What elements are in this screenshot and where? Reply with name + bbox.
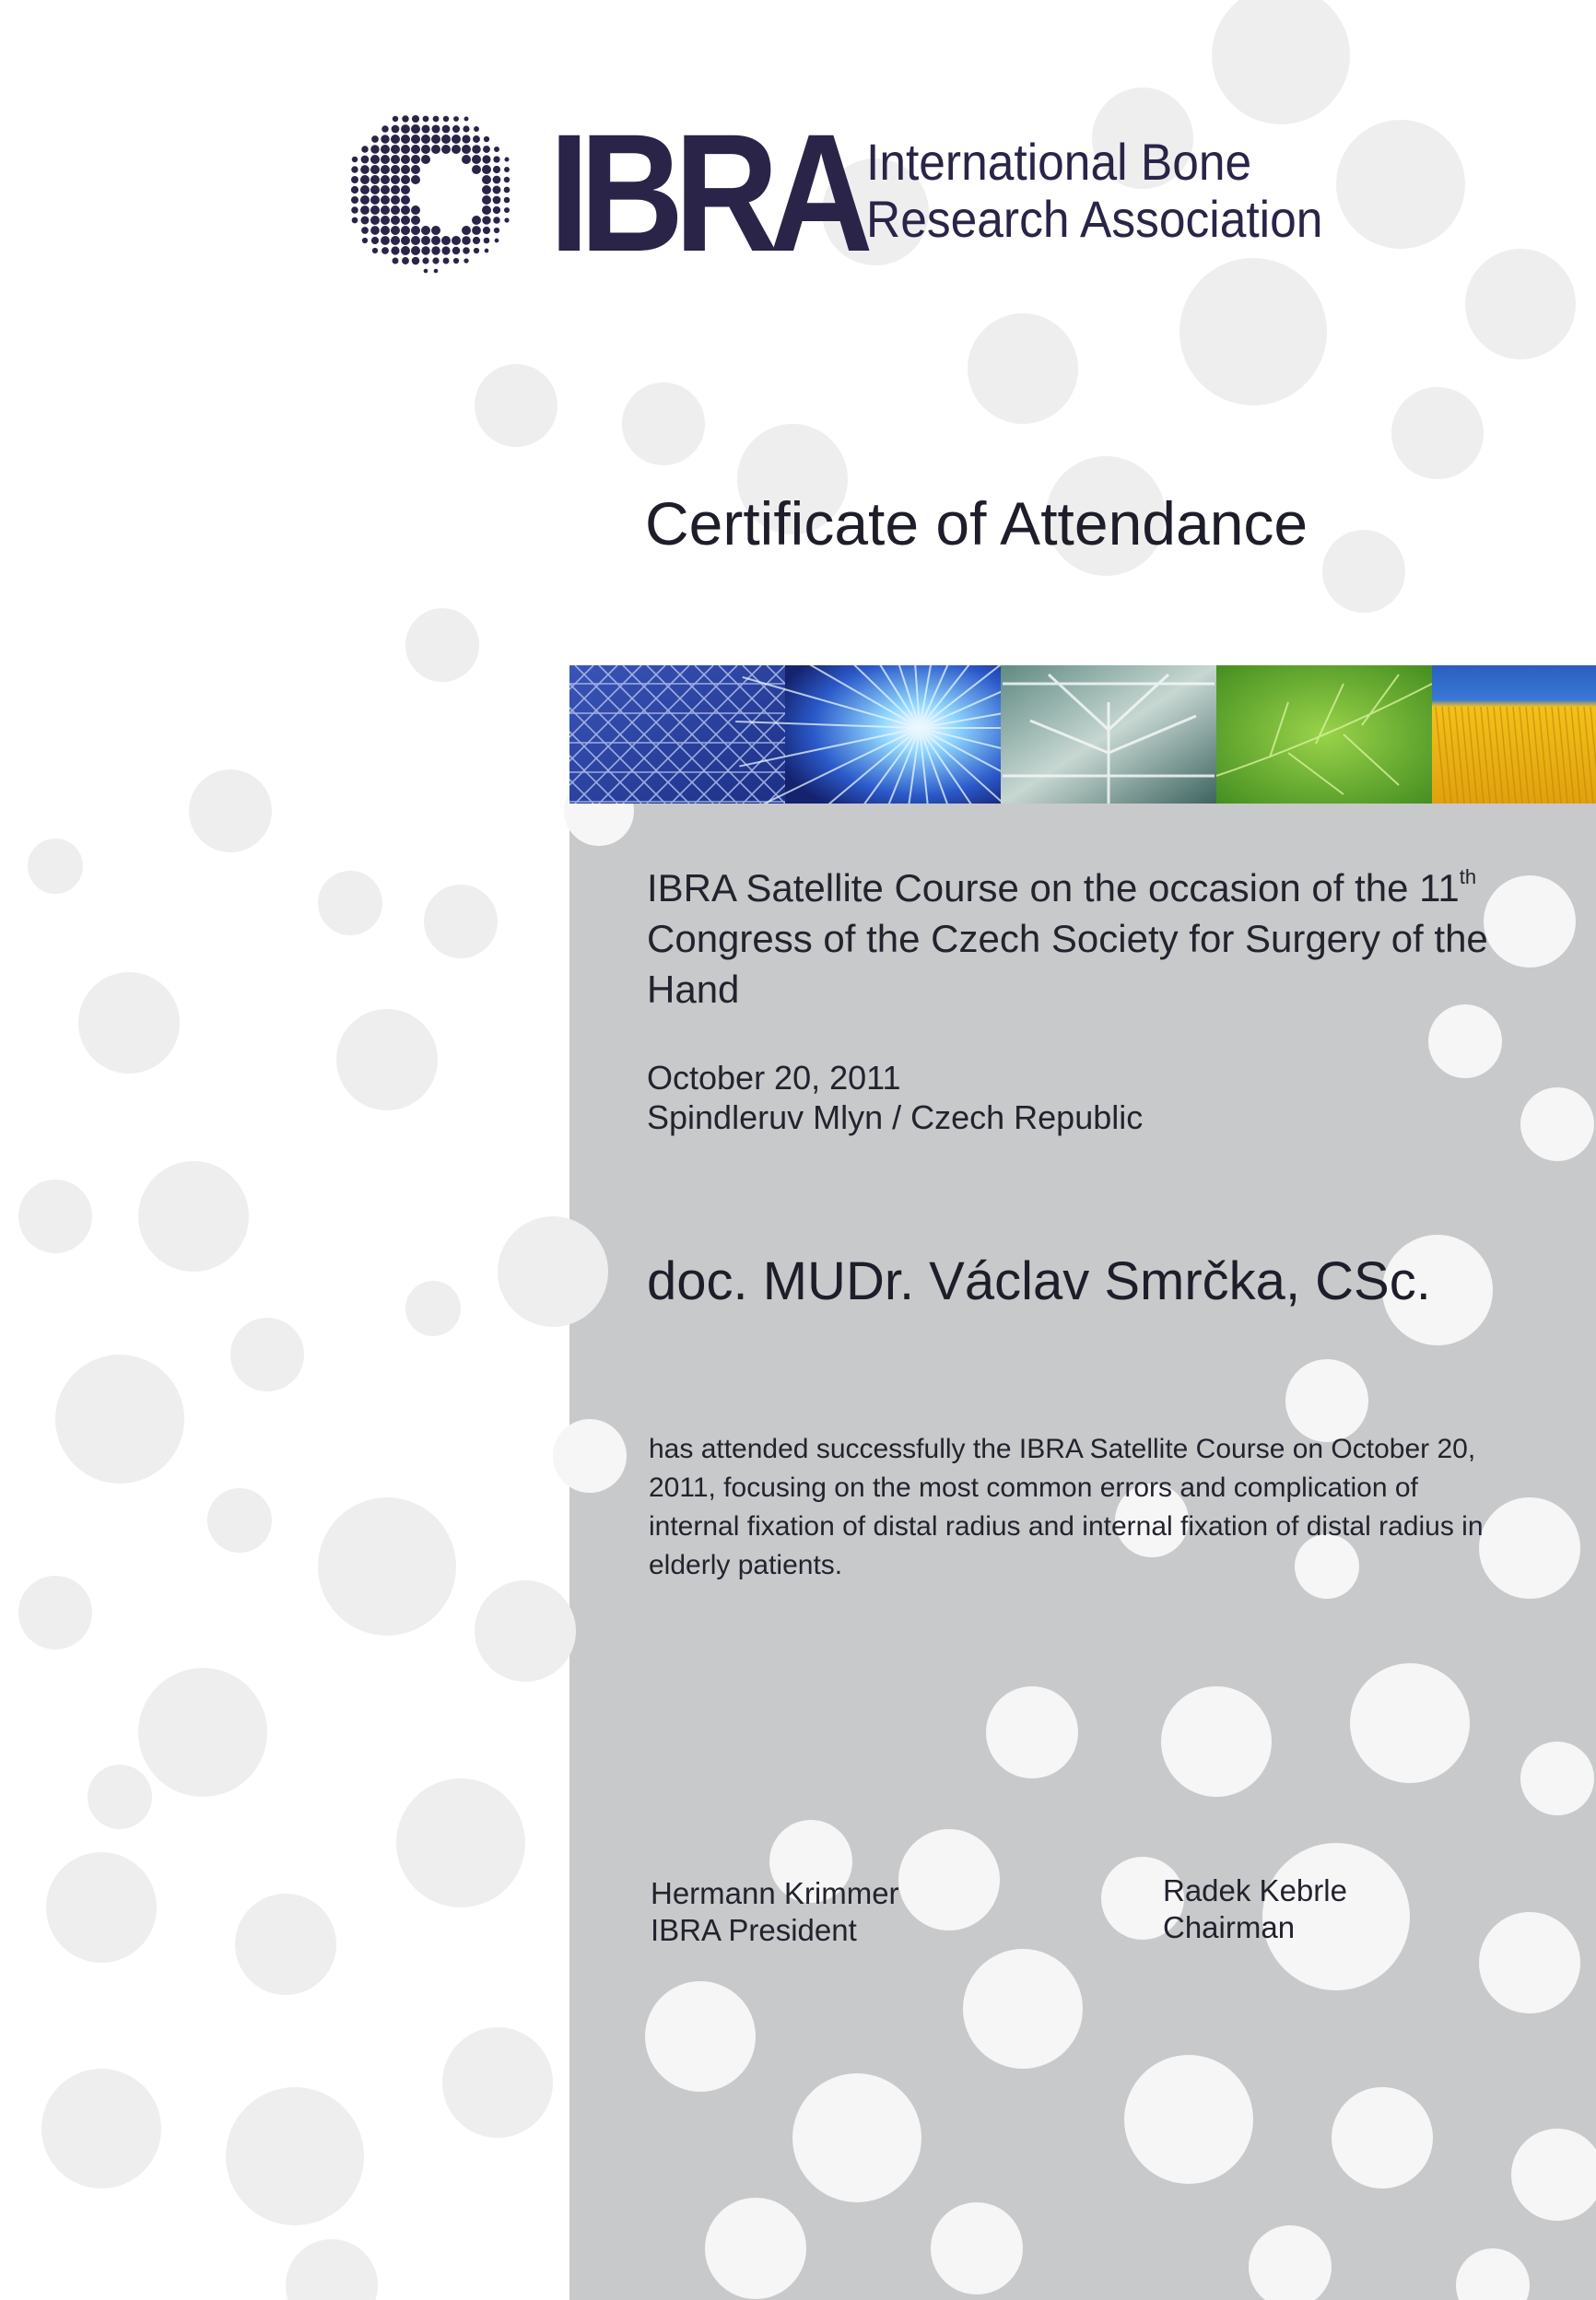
background-circle xyxy=(235,1894,336,1995)
background-circle xyxy=(1520,1742,1594,1815)
background-circle xyxy=(963,1949,1083,2069)
background-circle xyxy=(318,1497,456,1636)
background-circle xyxy=(318,871,382,935)
background-circle xyxy=(18,1179,92,1253)
background-circle xyxy=(792,2073,921,2202)
org-name-line-2: Research Association xyxy=(866,190,1323,248)
background-circle xyxy=(78,972,180,1074)
background-circle xyxy=(1124,2055,1253,2184)
background-circle xyxy=(286,2239,378,2300)
background-circle xyxy=(41,2069,161,2189)
signatory-right-role: Chairman xyxy=(1163,1910,1296,1944)
background-circle xyxy=(28,839,83,894)
event-title: IBRA Satellite Course on the occasion of the 11th Congress of the Czech Society for Surgery of the Hand xyxy=(647,865,1488,1011)
background-circle xyxy=(1179,258,1327,405)
background-circle xyxy=(226,2087,364,2225)
background-circle xyxy=(645,1981,756,2092)
background-circle xyxy=(898,1829,1000,1930)
green-leaf-image xyxy=(1216,665,1432,804)
background-circle xyxy=(1479,1912,1580,2013)
logo-wordmark: IBRA xyxy=(549,99,864,287)
ibra-dotted-shield-icon xyxy=(339,103,520,275)
background-circle xyxy=(931,2202,1023,2294)
signatory-left xyxy=(651,1875,899,1949)
background-circle xyxy=(138,1161,249,1272)
background-circle xyxy=(18,1576,92,1649)
background-circle xyxy=(1428,1004,1502,1078)
background-circle xyxy=(1336,120,1465,249)
background-circle xyxy=(396,1778,525,1907)
background-circle xyxy=(475,1580,576,1682)
steel-structure-image xyxy=(1001,665,1216,804)
image-banner xyxy=(569,665,1596,804)
org-name-line-1: International Bone xyxy=(866,133,1252,191)
background-circle xyxy=(336,1009,438,1110)
background-circle xyxy=(553,1419,627,1493)
event-date: October 20, 2011 xyxy=(647,1059,901,1097)
yellow-dome-image xyxy=(1432,665,1596,804)
background-circle xyxy=(1332,2087,1433,2189)
background-circle xyxy=(207,1488,272,1553)
background-circle xyxy=(55,1355,184,1484)
background-circle xyxy=(138,1668,267,1797)
signatory-right-name: Radek Kebrle xyxy=(1163,1873,1347,1907)
certificate-title: Certificate of Attendance xyxy=(645,489,1308,557)
event-place: Spindleruv Mlyn / Czech Republic xyxy=(647,1098,1144,1136)
background-circle xyxy=(1350,1663,1470,1783)
background-circle xyxy=(46,1852,157,1963)
recipient-name: doc. MUDr. Václav Smrčka, CSc. xyxy=(647,1251,1431,1311)
ordinal-superscript: th xyxy=(1459,865,1477,888)
signatory-left-name: Hermann Krimmer xyxy=(651,1876,899,1910)
background-circle xyxy=(424,885,498,958)
background-circle xyxy=(1212,0,1350,124)
background-circle xyxy=(705,2198,806,2299)
background-circle xyxy=(88,1765,152,1829)
signatory-right xyxy=(1163,1872,1347,1946)
background-circle xyxy=(986,1686,1078,1778)
background-circle xyxy=(968,313,1078,424)
background-circle xyxy=(1391,387,1484,479)
background-circle xyxy=(405,608,479,682)
background-circle xyxy=(1161,1686,1272,1797)
background-circle xyxy=(1322,530,1405,613)
background-circle xyxy=(405,1281,461,1336)
background-circle xyxy=(1465,249,1576,359)
background-circle xyxy=(1520,1087,1594,1161)
background-circle xyxy=(622,382,705,465)
background-circle xyxy=(442,2027,553,2138)
background-circle xyxy=(230,1318,304,1391)
signatory-left-role: IBRA President xyxy=(651,1913,857,1947)
attendance-description: has attended successfully the IBRA Satellite Course on October 20, 2011, focusing on the most common errors and complication of internal fixation of distal radius and internal fixation of distal radius in elderly patients. xyxy=(649,1434,1484,1580)
background-circle xyxy=(475,364,557,447)
background-circle xyxy=(189,769,272,852)
background-circle xyxy=(498,1216,608,1327)
